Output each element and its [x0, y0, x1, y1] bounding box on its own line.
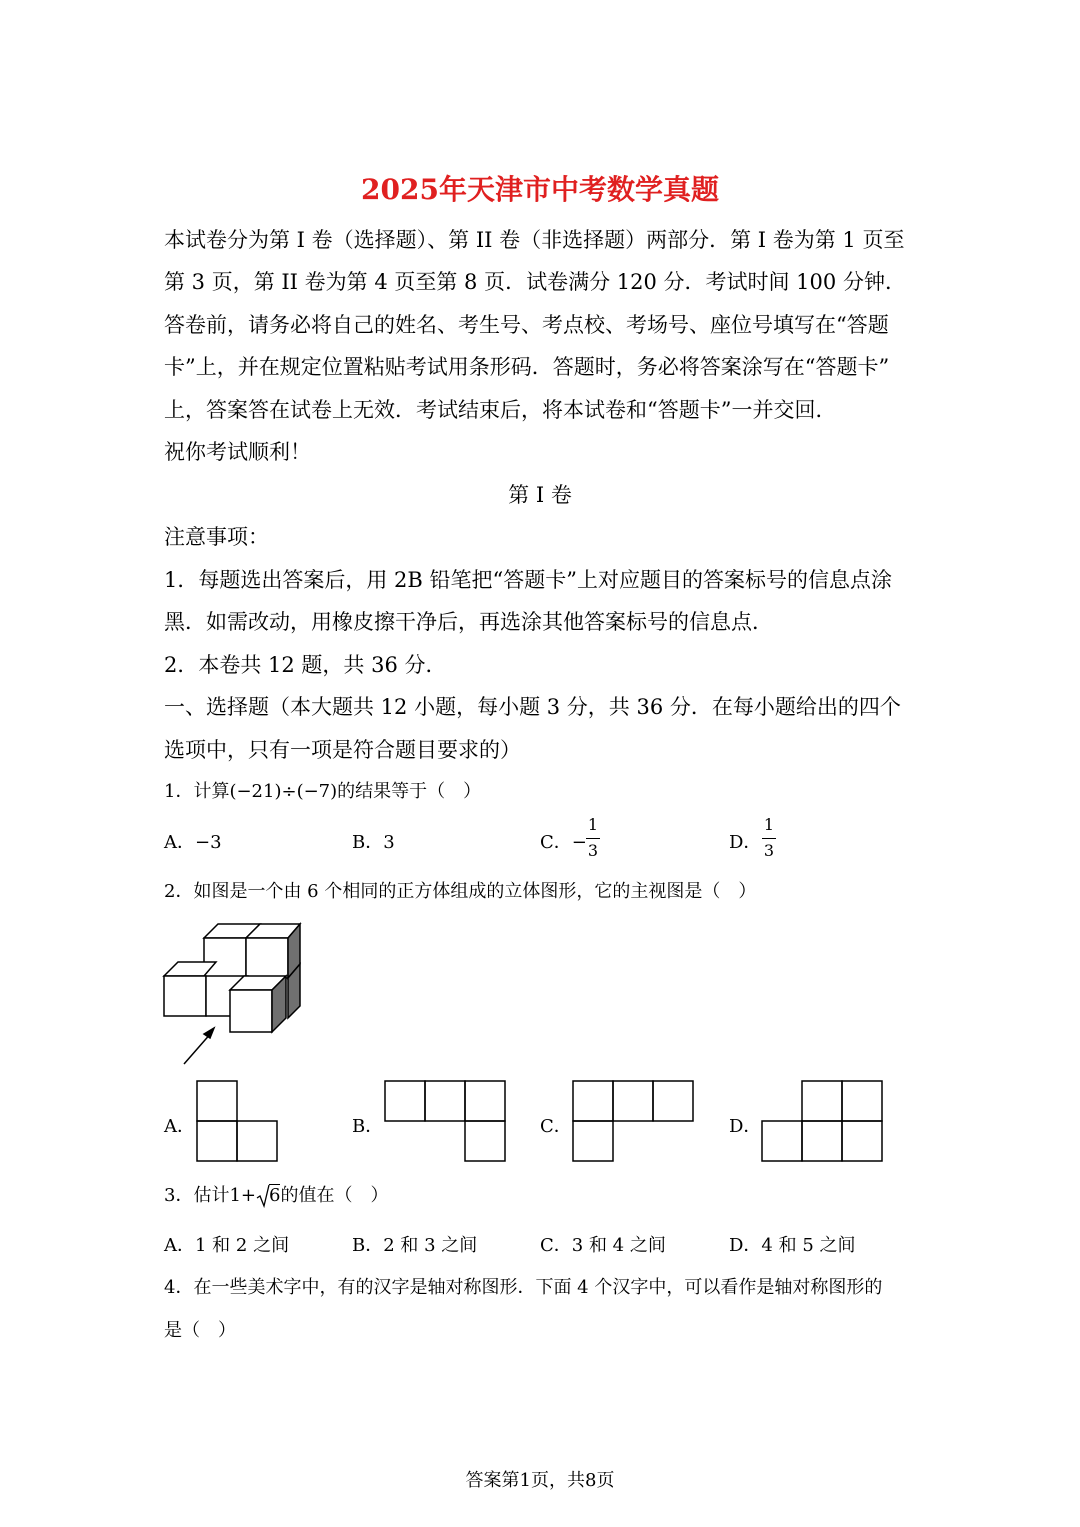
q3-option-b: B．2 和 3 之间 — [352, 1235, 478, 1256]
q3-stem-prefix: 3．估计 — [164, 1185, 230, 1206]
q1-option-b: B．3 — [352, 832, 395, 853]
q2-option-d-figure — [761, 1080, 885, 1162]
q2-option-c: C． — [540, 1116, 572, 1137]
intro-line: 上，答案答在试卷上无效．考试结束后，将本试卷和“答题卡”一并交回． — [164, 398, 837, 422]
part1-instruction: 选项中，只有一项是符合题目要求的） — [164, 738, 521, 762]
intro-line: 第 3 页，第 II 卷为第 4 页至第 8 页．试卷满分 120 分．考试时间 100 分钟． — [164, 270, 906, 294]
note-2: 2．本卷共 12 题，共 36 分． — [164, 653, 447, 677]
q1-d-denominator: 3 — [763, 841, 775, 860]
q4-stem: 4．在一些美术字中，有的汉字是轴对称图形．下面 4 个汉字中，可以看作是轴对称图形的 — [164, 1277, 883, 1298]
q3-stem — [164, 1181, 388, 1207]
q2-option-d: D． — [729, 1116, 762, 1137]
q1-c-fraction-bar — [586, 838, 600, 839]
q2-option-a-figure — [196, 1080, 278, 1162]
q3-radicand: 6 — [269, 1185, 281, 1206]
q3-option-d: D．4 和 5 之间 — [729, 1235, 856, 1256]
q2-cube-figure — [160, 918, 310, 1068]
q2-option-a: A． — [164, 1116, 195, 1137]
page-footer: 答案第1页，共8页 — [465, 1470, 615, 1491]
note-1-line: 黑．如需改动，用橡皮擦干净后，再选涂其他答案标号的信息点． — [164, 610, 773, 634]
page-title: 2025年天津市中考数学真题 — [361, 173, 719, 206]
q1-d-numerator: 1 — [763, 815, 775, 834]
q3-sqrt-sign — [256, 1185, 280, 1206]
note-1-line: 1．每题选出答案后，用 2B 铅笔把“答题卡”上对应题目的答案标号的信息点涂 — [164, 568, 892, 592]
q1-d-fraction-bar — [762, 838, 776, 839]
intro-line: 卡”上，并在规定位置粘贴考试用条形码．答题时，务必将答案涂写在“答题卡” — [164, 355, 890, 379]
intro-line: 祝你考试顺利！ — [164, 440, 311, 464]
q1-c-denominator: 3 — [587, 841, 599, 860]
q2-option-b: B． — [352, 1116, 384, 1137]
part1-instruction: 一、选择题（本大题共 12 小题，每小题 3 分，共 36 分．在每小题给出的四个 — [164, 695, 901, 719]
intro-line: 答卷前，请务必将自己的姓名、考生号、考点校、考场号、座位号填写在“答题 — [164, 313, 889, 337]
section-heading: 第 I 卷 — [508, 483, 572, 507]
q2-option-c-figure — [572, 1080, 696, 1162]
q3-stem-suffix: 的值在（ ） — [280, 1185, 389, 1206]
q3-option-c: C．3 和 4 之间 — [540, 1235, 666, 1256]
q3-option-a: A．1 和 2 之间 — [164, 1235, 290, 1256]
q1-option-d: D． — [729, 832, 762, 853]
notes-heading: 注意事项： — [164, 525, 269, 549]
q1-c-numerator: 1 — [587, 815, 599, 834]
q3-expression-lead: 1+ — [229, 1185, 256, 1206]
q1-option-c: C．− — [540, 832, 587, 853]
q4-stem: 是（ ） — [164, 1320, 236, 1341]
q2-option-b-figure — [384, 1080, 508, 1162]
q1-stem: 1．计算(−21)÷(−7)的结果等于（ ） — [164, 781, 482, 802]
q2-stem: 2．如图是一个由 6 个相同的正方体组成的立体图形，它的主视图是（ ） — [164, 881, 757, 902]
q1-option-a: A．−3 — [164, 832, 222, 853]
intro-line: 本试卷分为第 I 卷（选择题）、第 II 卷（非选择题）两部分．第 I 卷为第 1 页至 — [164, 228, 905, 252]
